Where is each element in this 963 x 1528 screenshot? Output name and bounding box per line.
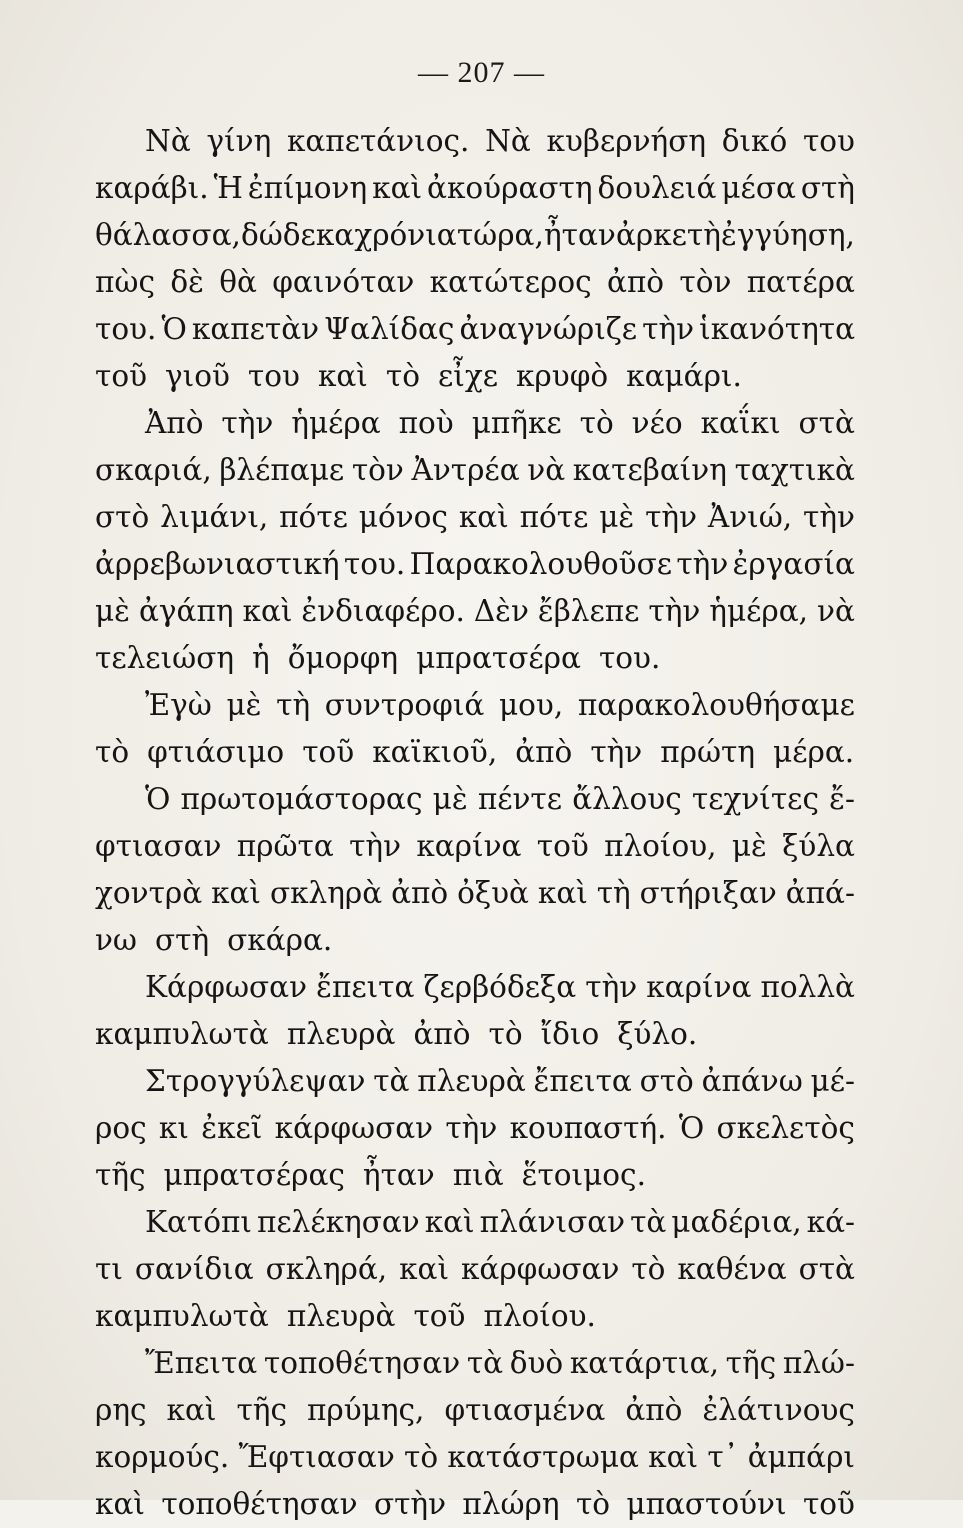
word: ἔ- [829, 782, 855, 816]
word: τοῦ [413, 1299, 466, 1333]
word: ἀπὸ [515, 735, 573, 769]
word: πρωτομάστορας [180, 782, 423, 816]
word: θάλασσα, [95, 218, 241, 252]
word: τ᾿ [707, 1440, 739, 1474]
word: ἦταν [362, 1158, 435, 1192]
word: τὸ [404, 1440, 439, 1474]
word: ἐκεῖ [201, 1111, 263, 1145]
word: τὴν [645, 500, 698, 534]
word: ἐπίμονη [247, 171, 368, 205]
text-line [95, 165, 855, 212]
word: πλάνισαν [479, 1205, 626, 1239]
text-line [95, 1387, 855, 1434]
word: πιὰ [452, 1158, 504, 1192]
word: κατάστρωμα [447, 1440, 639, 1474]
word: Ἀντρέα [411, 453, 520, 487]
word: Ἀπὸ [145, 406, 204, 440]
text-line [95, 212, 855, 259]
text-line [95, 494, 855, 541]
word: Παρακολουθοῦσε [409, 547, 672, 581]
word: ἡμέρα, [709, 594, 809, 628]
word: ποὺ [398, 406, 454, 440]
word: κουπαστή. [509, 1111, 667, 1145]
body-text [95, 118, 855, 1528]
text-line [95, 118, 855, 165]
word: καρίνα [416, 829, 522, 863]
word: τὸ [575, 1487, 611, 1521]
word: κρυφὸ [515, 359, 609, 393]
text-line [95, 259, 855, 306]
word: στὸ [639, 1064, 694, 1098]
word: φαινόταν [272, 265, 415, 299]
word: στὴ [155, 923, 210, 957]
word: πατέρα [746, 265, 855, 299]
word: τὸ [579, 406, 614, 440]
word: Ἐγὼ [145, 688, 212, 722]
word: ἐλάτινους [702, 1393, 855, 1427]
word: μπρατσέρας [163, 1158, 345, 1192]
word: καὶ [95, 1487, 145, 1521]
word: πρώτη [660, 735, 756, 769]
text-line [95, 917, 855, 964]
word: ἄλλους [572, 782, 682, 816]
word: μέ- [810, 1064, 855, 1098]
word: πλευρὰ [417, 1064, 526, 1098]
word: καρίνα [646, 970, 752, 1004]
word: Ἔφτιασαν [238, 1440, 395, 1474]
word: ὀξυὰ [457, 876, 529, 910]
word: του [802, 124, 855, 158]
word: δώδεκα [240, 218, 355, 252]
word: ξύλο. [617, 1017, 698, 1051]
word: μὲ [731, 829, 767, 863]
word: πρῶτα [236, 829, 334, 863]
word: ἐνδιαφέρο. [301, 594, 465, 628]
word: τὴν [585, 970, 638, 1004]
word: πέντε [477, 782, 563, 816]
word: τοῦ [302, 735, 355, 769]
word: νω [95, 923, 137, 957]
word: ἔπειτα [316, 970, 415, 1004]
word: κατώτερος [429, 265, 592, 299]
text-line [95, 400, 855, 447]
word: τὴν [803, 500, 855, 534]
word: χοντρὰ [95, 876, 203, 910]
word: καράβι. [95, 171, 209, 205]
word: του. [598, 641, 661, 675]
text-line [95, 729, 855, 776]
word: μπῆκε [471, 406, 562, 440]
word: ἔπειτα [533, 1064, 632, 1098]
word: παρακολουθήσαμε [577, 688, 855, 722]
word: πότε [519, 500, 589, 534]
word: καπετάνιος. [286, 124, 470, 158]
text-line [95, 447, 855, 494]
word: τοποθέτησαν [161, 1487, 358, 1521]
text-line [95, 1199, 855, 1246]
word: τοῦ [95, 359, 148, 393]
word: δυὸ [509, 1346, 564, 1380]
text-line [95, 588, 855, 635]
word: κι [158, 1111, 189, 1145]
word: τὴ [596, 876, 631, 910]
text-line [95, 1246, 855, 1293]
word: ἔβλεπε [537, 594, 640, 628]
word: Στρογγύλεψαν [145, 1064, 366, 1098]
word: Ἡ [213, 171, 243, 205]
text-line [95, 1011, 855, 1058]
text-line [95, 1105, 855, 1152]
word: Νὰ [485, 124, 531, 158]
word: καμπυλωτὰ [95, 1299, 269, 1333]
word: ἱκανότητα [699, 312, 855, 346]
word: καὶ [317, 359, 368, 393]
text-line [95, 870, 855, 917]
word: στὸ [95, 500, 150, 534]
word: κυβερνήση [546, 124, 707, 158]
word: πλοίου, [604, 829, 717, 863]
word: τώρα, [456, 218, 544, 252]
page-number: — 207 — [418, 56, 545, 89]
word: νὰ [527, 453, 566, 487]
text-line [95, 1434, 855, 1481]
word: ἐργασία [732, 547, 855, 581]
word: τῆς [725, 1346, 777, 1380]
word: σκληρὰ [269, 876, 383, 910]
word: κάρφωσαν [460, 1252, 620, 1286]
word: ἀναγνώριζε [459, 312, 638, 346]
word: τὸ [631, 1252, 666, 1286]
word: ταχτικὰ [734, 453, 855, 487]
word: θὰ [219, 265, 257, 299]
word: πελέκησαν [256, 1205, 420, 1239]
word: καπετὰν [191, 312, 320, 346]
word: μόνος [358, 500, 448, 534]
word: τῆς [236, 1393, 288, 1427]
word: φτιασμένα [444, 1393, 606, 1427]
word: ρος [95, 1111, 147, 1145]
word: ἡ [252, 641, 270, 675]
word: κατεβαίνη [572, 453, 727, 487]
word: ἐγγύηση, [721, 218, 855, 252]
word: λιμάνι, [160, 500, 269, 534]
word: χρόνια [354, 218, 457, 252]
word: δικό [721, 124, 788, 158]
word: τοποθέτησαν [263, 1346, 461, 1380]
word: καὶ [211, 876, 262, 910]
word: πλοίου. [483, 1299, 596, 1333]
word: πλευρὰ [286, 1017, 396, 1051]
word: ἀπάνω [701, 1064, 803, 1098]
word: Ὁ [678, 1111, 705, 1145]
text-line [95, 353, 855, 400]
word: καὶ [372, 171, 423, 205]
word: κά- [806, 1205, 855, 1239]
word: μου, [498, 688, 564, 722]
word: μπρατσέρα [416, 641, 581, 675]
word: μέσα [721, 171, 796, 205]
text-line [95, 1293, 855, 1340]
word: Ἔπειτα [145, 1346, 258, 1380]
word: Νὰ [145, 124, 191, 158]
word: καμπυλωτὰ [95, 1017, 269, 1051]
word: γίνη [206, 124, 272, 158]
text-line [95, 682, 855, 729]
word: καὶ [242, 594, 293, 628]
word: Δὲν [473, 594, 529, 628]
word: ἀπὸ [413, 1017, 471, 1051]
word: τὰ [630, 1205, 667, 1239]
word: ἀρκετὴ [615, 218, 721, 252]
word: μὲ [599, 500, 635, 534]
word: του [247, 359, 300, 393]
text-line [95, 823, 855, 870]
text-line [95, 964, 855, 1011]
word: γιοῦ [165, 359, 230, 393]
word: καθένα [677, 1252, 787, 1286]
word: τὰ [466, 1346, 504, 1380]
word: μὲ [95, 594, 131, 628]
word: μπαστούνι [626, 1487, 787, 1521]
word: συντροφιά [324, 688, 485, 722]
word: τοῦ [802, 1487, 855, 1521]
word: τὸ [95, 735, 130, 769]
word: μαδέρια, [671, 1205, 802, 1239]
word: τὸν [351, 453, 404, 487]
word: τὴν [590, 735, 643, 769]
word: τὴν [221, 406, 274, 440]
word: πότε [279, 500, 348, 534]
word: Ψαλίδας [324, 312, 455, 346]
word: ἀπὸ [606, 265, 665, 299]
word: στήριξαν [639, 876, 777, 910]
word: κατάρτια, [569, 1346, 719, 1380]
word: του. [343, 547, 406, 581]
text-line [95, 635, 855, 682]
word: Ὁ [145, 782, 171, 816]
word: τελειώση [95, 641, 235, 675]
word: τι [95, 1252, 123, 1286]
word: καὶ [424, 1205, 475, 1239]
word: του. [95, 312, 157, 346]
word: καὶ [399, 1252, 450, 1286]
word: ρης [95, 1393, 147, 1427]
word: εἶχε [437, 359, 498, 393]
word: Κάρφωσαν [145, 970, 308, 1004]
word: κορμούς. [95, 1440, 230, 1474]
word: ζερβόδεξα [423, 970, 577, 1004]
word: τὴν [642, 312, 695, 346]
word: φτιάσιμο [147, 735, 285, 769]
word: καϊκιοῦ, [372, 735, 498, 769]
word: τὸ [488, 1017, 523, 1051]
word: καὶ [537, 876, 588, 910]
word: στὰ [798, 1252, 855, 1286]
word: Κατόπι [145, 1205, 252, 1239]
word: τὰ [373, 1064, 410, 1098]
text-line [95, 306, 855, 353]
word: τὴν [648, 594, 701, 628]
word: καΐκι [700, 406, 781, 440]
word: ἀπὸ [391, 876, 449, 910]
word: πλευρὰ [286, 1299, 396, 1333]
word: ἀμπάρι [747, 1440, 855, 1474]
word: τοῦ [536, 829, 589, 863]
word: Ἀνιώ, [707, 500, 793, 534]
word: δουλειά [597, 171, 717, 205]
word: φτιασαν [95, 829, 222, 863]
text-line [95, 1152, 855, 1199]
text-line [95, 541, 855, 588]
word: δὲ [170, 265, 204, 299]
text-line [95, 1058, 855, 1105]
word: ἀπά- [785, 876, 855, 910]
word: τὴν [676, 547, 729, 581]
word: τὴ [276, 688, 311, 722]
word: ἕτοιμος. [521, 1158, 646, 1192]
word: τὸ [385, 359, 420, 393]
word: σκληρά, [265, 1252, 388, 1286]
word: σκελετὸς [716, 1111, 855, 1145]
word: πλώρη [462, 1487, 560, 1521]
word: νέο [631, 406, 683, 440]
word: ξύλα [782, 829, 855, 863]
word: νὰ [817, 594, 855, 628]
word: ἀρρεβωνιαστική [95, 547, 340, 581]
word: ἴδιο [540, 1017, 600, 1051]
word: σανίδια [134, 1252, 254, 1286]
word: ἡμέρα [291, 406, 381, 440]
word: σκάρα. [227, 923, 333, 957]
word: πρύμης, [307, 1393, 425, 1427]
word: στὴν [373, 1487, 447, 1521]
word: τὸν [679, 265, 732, 299]
word: ἀκούραστη [427, 171, 593, 205]
word: καὶ [166, 1393, 217, 1427]
word: τῆς [95, 1158, 146, 1192]
text-line [95, 1340, 855, 1387]
word: πλώ- [782, 1346, 855, 1380]
word: ἀγάπη [138, 594, 234, 628]
word: καμάρι. [626, 359, 742, 393]
word: καὶ [458, 500, 509, 534]
word: πολλὰ [760, 970, 855, 1004]
word: ἦταν [543, 218, 616, 252]
word: τὴν [349, 829, 402, 863]
word: μὲ [432, 782, 468, 816]
word: κάρφωσαν [274, 1111, 434, 1145]
word: ἀπὸ [625, 1393, 683, 1427]
word: στὰ [798, 406, 855, 440]
word: καὶ [648, 1440, 699, 1474]
word: μέρα. [773, 735, 855, 769]
word: σκαριά, [95, 453, 212, 487]
word: πὼς [95, 265, 155, 299]
word: μὲ [226, 688, 262, 722]
word: τὴν [445, 1111, 498, 1145]
text-line [95, 1481, 855, 1528]
word: στὴ [800, 171, 855, 205]
text-line [95, 776, 855, 823]
word: τεχνίτες [691, 782, 819, 816]
word: ὄμορφη [287, 641, 399, 675]
word: Ὁ [161, 312, 187, 346]
word: βλέπαμε [219, 453, 345, 487]
